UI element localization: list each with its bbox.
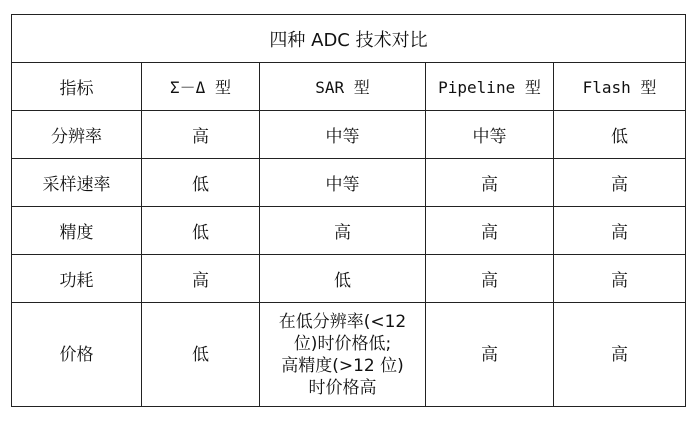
sigma-delta-cell: 低	[142, 207, 260, 255]
sar-cell: 中等	[260, 111, 426, 159]
metric-cell: 价格	[12, 303, 142, 407]
sar-price-line: 在低分辨率(<12	[278, 311, 407, 332]
sar-price-line: 高精度(>12 位)	[281, 355, 404, 376]
metric-cell: 功耗	[12, 255, 142, 303]
table-row	[12, 255, 686, 303]
flash-cell: 高	[554, 303, 686, 407]
adc-comparison-table	[11, 14, 686, 407]
metric-cell: 精度	[12, 207, 142, 255]
pipeline-cell: 中等	[426, 111, 554, 159]
header-sar: SAR 型	[260, 63, 426, 111]
comparison-table-container	[11, 14, 686, 407]
table-row	[12, 159, 686, 207]
header-sigma-delta: Σ－Δ 型	[142, 63, 260, 111]
flash-cell: 低	[554, 111, 686, 159]
table-row	[12, 207, 686, 255]
header-pipeline: Pipeline 型	[426, 63, 554, 111]
sar-cell: 低	[260, 255, 426, 303]
metric-cell: 分辨率	[12, 111, 142, 159]
sar-cell: 高	[260, 207, 426, 255]
table-title: 四种 ADC 技术对比	[12, 15, 686, 63]
sar-cell: 中等	[260, 159, 426, 207]
pipeline-cell: 高	[426, 159, 554, 207]
header-row	[12, 63, 686, 111]
pipeline-cell: 高	[426, 207, 554, 255]
header-metric: 指标	[12, 63, 142, 111]
flash-cell: 高	[554, 255, 686, 303]
pipeline-cell: 高	[426, 303, 554, 407]
sar-price-line: 时价格高	[308, 377, 377, 398]
pipeline-cell: 高	[426, 255, 554, 303]
sar-price-cell	[260, 303, 426, 407]
flash-cell: 高	[554, 207, 686, 255]
sigma-delta-cell: 高	[142, 111, 260, 159]
sigma-delta-cell: 低	[142, 159, 260, 207]
metric-cell: 采样速率	[12, 159, 142, 207]
header-flash: Flash 型	[554, 63, 686, 111]
table-row	[12, 303, 686, 407]
sigma-delta-cell: 高	[142, 255, 260, 303]
sigma-delta-cell: 低	[142, 303, 260, 407]
sar-price-line: 位)时价格低;	[293, 333, 392, 354]
flash-cell: 高	[554, 159, 686, 207]
table-row	[12, 111, 686, 159]
